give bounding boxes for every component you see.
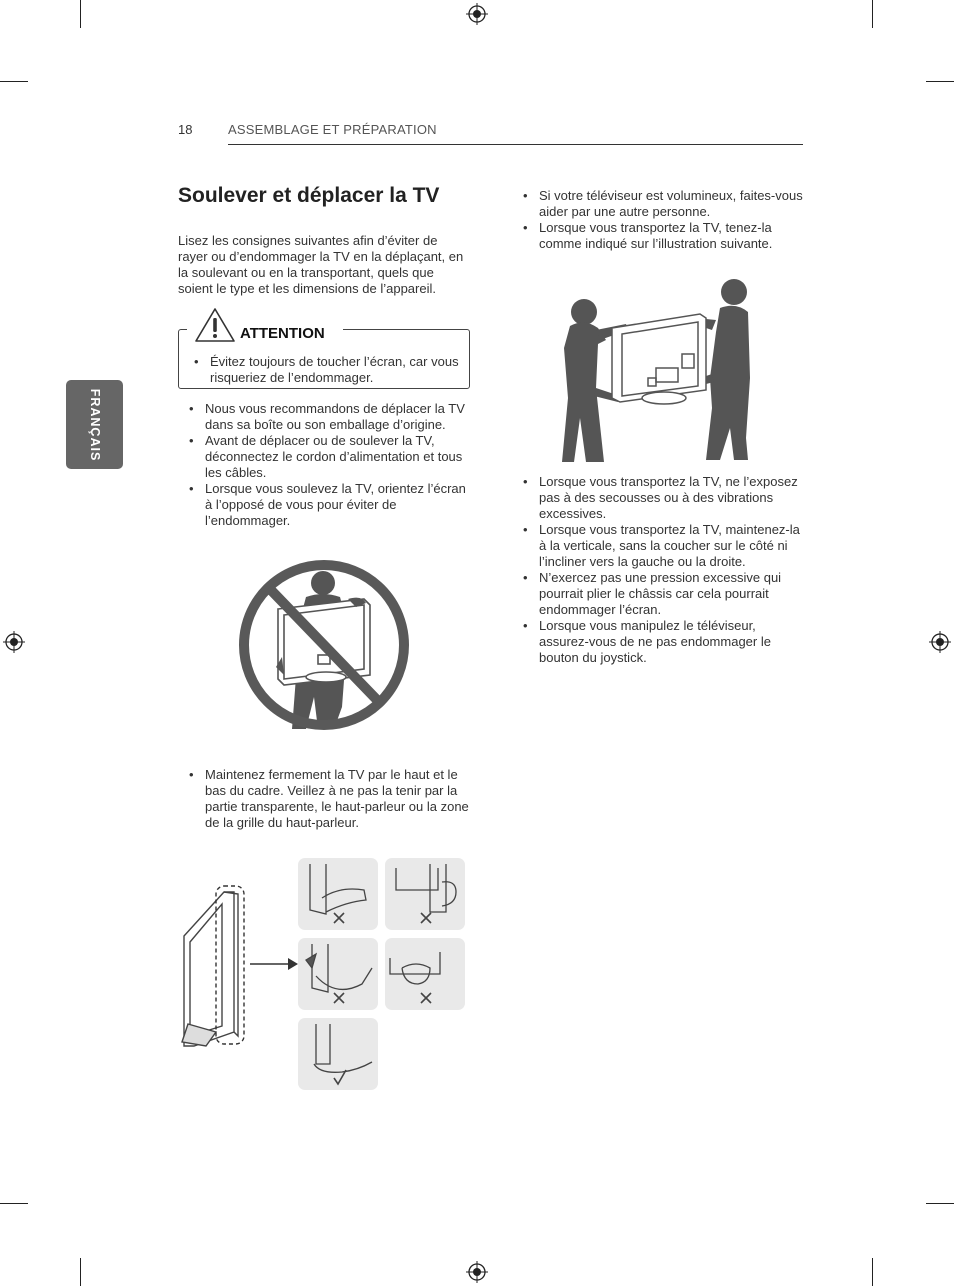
- crop-mark: [872, 0, 873, 28]
- header-rule: [228, 144, 803, 145]
- list-item: • Lorsque vous transportez la TV, tenez-la comme indiqué sur l’illustration suivante.: [512, 220, 807, 252]
- list-item: • Lorsque vous manipulez le téléviseur, assurez-vous de ne pas endommager le bouton du joystick.: [512, 618, 807, 666]
- list-item: • Lorsque vous soulevez la TV, orientez l’écran à l’opposé de vous pour éviter de l’endommager.: [178, 481, 473, 529]
- page-heading: Soulever et déplacer la TV: [178, 184, 440, 207]
- transport-tips-list: [512, 474, 807, 666]
- attention-label: ATTENTION: [240, 325, 343, 342]
- section-title: ASSEMBLAGE ET PRÉPARATION: [228, 122, 437, 137]
- list-item: • Évitez toujours de toucher l’écran, car vous risqueriez de l’endommager.: [183, 354, 468, 386]
- crop-mark: [926, 1203, 954, 1204]
- list-item: • Lorsque vous transportez la TV, maintenez-la à la verticale, sans la coucher sur le côté ni l’incliner vers la gauche ou la droite.: [512, 522, 807, 570]
- attention-list: [183, 354, 468, 386]
- arrow-icon: [250, 958, 298, 970]
- list-item: • Avant de déplacer ou de soulever la TV, déconnectez le cordon d’alimentation et tous les câbles.: [178, 433, 473, 481]
- warning-triangle-icon: [194, 307, 236, 343]
- list-item: • Si votre téléviseur est volumineux, faites-vous aider par une autre personne.: [512, 188, 807, 220]
- handling-tips-list: [178, 401, 473, 529]
- page-number: 18: [178, 122, 193, 137]
- prohibited-carry-illustration: [236, 557, 412, 733]
- tv-outline: [612, 314, 706, 404]
- language-tab-label: FRANÇAIS: [87, 388, 102, 461]
- crop-mark: [926, 81, 954, 82]
- list-item: • Nous vous recommandons de déplacer la TV dans sa boîte ou son emballage d’origine.: [178, 401, 473, 433]
- language-tab: [66, 380, 123, 469]
- list-item: • Lorsque vous transportez la TV, ne l’exposez pas à des secousses ou à des vibrations excessives.: [512, 474, 807, 522]
- crop-mark: [0, 1203, 28, 1204]
- crop-mark: [0, 81, 28, 82]
- grip-tips-list: [178, 767, 473, 831]
- registration-mark-icon: [3, 631, 25, 653]
- intro-paragraph: Lisez les consignes suivantes afin d’éviter de rayer ou d’endommager la TV en la déplaçant, en la soulevant ou en la transportant, quels que soient le type et les dimensions de l’appareil.: [178, 233, 464, 296]
- tv-side-view: [182, 886, 244, 1046]
- list-item: • N’exercez pas une pression excessive qui pourrait plier le châssis car cela pourrait endommager l’écran.: [512, 570, 807, 618]
- registration-mark-icon: [466, 3, 488, 25]
- two-person-tips-list: [512, 188, 807, 252]
- two-person-carry-illustration: [560, 278, 756, 466]
- list-item: • Maintenez fermement la TV par le haut et le bas du cadre. Veillez à ne pas la tenir par la partie transparente, le haut-parleur ou la zone de la grille du haut-parleur.: [178, 767, 473, 831]
- grip-diagram: [176, 856, 468, 1096]
- crop-mark: [80, 0, 81, 28]
- registration-mark-icon: [929, 631, 951, 653]
- registration-mark-icon: [466, 1261, 488, 1283]
- crop-mark: [80, 1258, 81, 1286]
- crop-mark: [872, 1258, 873, 1286]
